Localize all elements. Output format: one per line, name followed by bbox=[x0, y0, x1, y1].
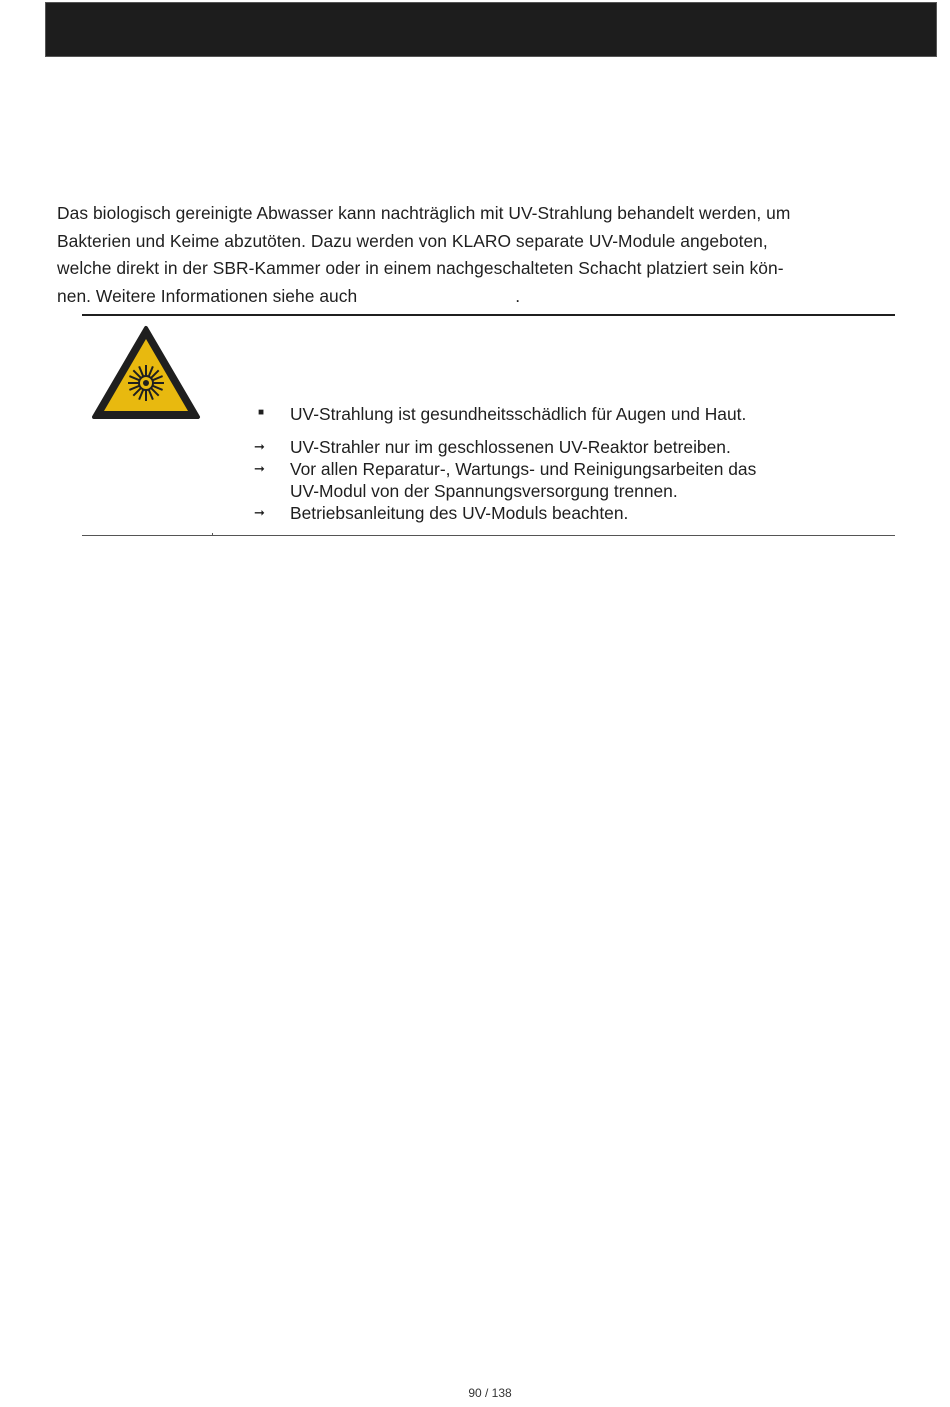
warning-bottom-rule bbox=[82, 535, 895, 536]
action-text: Betriebsanleitung des UV-Moduls beachten. bbox=[290, 503, 629, 523]
action-text: Vor allen Reparatur-, Wartungs- und Reinigungsarbeiten das bbox=[290, 459, 757, 479]
intro-line-4-end: . bbox=[515, 285, 521, 306]
action-item bbox=[254, 458, 756, 502]
hazard-text: UV-Strahlung ist gesundheitsschädlich für Augen und Haut. bbox=[290, 404, 747, 424]
intro-line-4 bbox=[57, 283, 917, 311]
uv-radiation-warning-icon bbox=[91, 325, 201, 421]
page-number: 90 / 138 bbox=[468, 1386, 512, 1400]
arrow-right-icon: ➞ bbox=[254, 461, 265, 476]
square-bullet-icon: ■ bbox=[258, 407, 265, 418]
hazard-item bbox=[254, 404, 746, 424]
rule-tick bbox=[212, 533, 213, 536]
warning-top-rule bbox=[82, 314, 895, 316]
intro-paragraph bbox=[57, 200, 917, 310]
arrow-right-icon: ➞ bbox=[254, 505, 265, 520]
arrow-right-icon: ➞ bbox=[254, 439, 265, 454]
intro-line-4-text: nen. Weitere Informationen siehe auch bbox=[57, 285, 358, 306]
header-bar bbox=[45, 2, 937, 57]
intro-line: Das biologisch gereinigte Abwasser kann nachträglich mit UV-Strahlung behandelt werden, um bbox=[57, 203, 791, 223]
action-text: UV-Strahler nur im geschlossenen UV-Reaktor betreiben. bbox=[290, 437, 731, 457]
intro-line: welche direkt in der SBR-Kammer oder in einem nachgeschalteten Schacht platziert sein kön- bbox=[57, 258, 784, 278]
action-item bbox=[254, 436, 756, 458]
action-text-continued: UV-Modul von der Spannungsversorgung trennen. bbox=[290, 481, 678, 501]
action-item bbox=[254, 502, 756, 524]
hazard-list bbox=[254, 404, 746, 424]
intro-line: Bakterien und Keime abzutöten. Dazu werden von KLARO separate UV-Module angeboten, bbox=[57, 230, 768, 251]
action-list bbox=[254, 436, 756, 524]
